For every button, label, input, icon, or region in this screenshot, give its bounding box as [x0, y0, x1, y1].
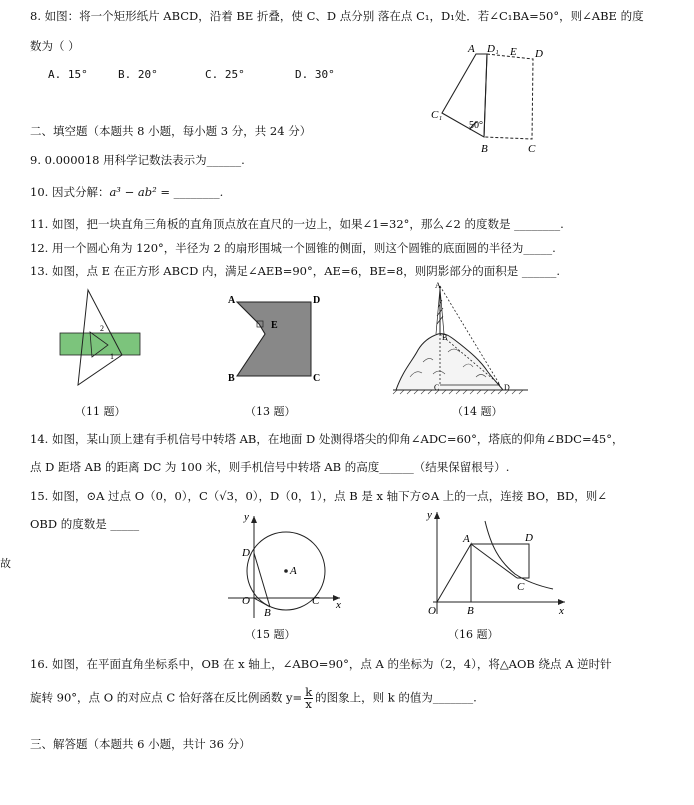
label-b: B — [481, 143, 488, 155]
label-c: C — [313, 373, 321, 384]
label-e: E — [271, 320, 278, 331]
label-2: 2 — [100, 324, 104, 333]
label-b: B — [228, 373, 235, 384]
figure-q13 — [225, 290, 325, 390]
label-y: y — [244, 511, 249, 523]
q15-line1: 15. 如图，⊙A 过点 O（0，0），C（√3，0），D（0，1），点 B 是 x 轴下方⊙A 上的一点，连接 BO，BD，则∠ — [30, 489, 607, 503]
label-b: B — [467, 605, 474, 617]
label-b: B — [442, 333, 448, 342]
q8-line1: 8. 如图：将一个矩形纸片 ABCD，沿着 BE 折叠，使 C、D 点分别 落在点 C₁，D₁处．若∠C₁BA=50°，则∠ABE 的度 — [30, 9, 644, 23]
label-c: C — [312, 595, 320, 607]
q16-line1: 16. 如图，在平面直角坐标系中，OB 在 x 轴上，∠ABO=90°，点 A 的坐标为（2，4），将△AOB 绕点 A 逆时针 — [30, 657, 612, 671]
caption-13: （13 题） — [245, 405, 296, 418]
q16-fraction — [304, 687, 313, 710]
q16-line2 — [30, 687, 477, 710]
label-d: D — [313, 295, 321, 306]
label-b: B — [264, 607, 271, 619]
label-d: D — [525, 532, 533, 544]
q16-line2-end: 的图象上，则 k 的值为_______. — [315, 690, 477, 705]
q14-line1: 14. 如图，某山顶上建有手机信号中转塔 AB，在地面 D 处测得塔尖的仰角∠ADC=60°，塔底的仰角∠BDC=45°， — [30, 432, 624, 446]
label-e: E — [510, 46, 517, 58]
label-d: D — [535, 48, 543, 60]
q8-choice-c: C. 25° — [205, 68, 245, 81]
fraction-numerator: k — [305, 685, 313, 699]
caption-11: （11 题） — [75, 405, 126, 418]
q11: 11. 如图，把一块直角三角板的直角顶点放在直尺的一边上，如果∠1=32°，那么∠2 的度数是 ________. — [30, 217, 564, 231]
label-o: O — [428, 605, 436, 617]
q8-line2: 数为（ ） — [30, 39, 80, 53]
q14-line2: 点 D 距塔 AB 的距离 DC 为 100 米，则手机信号中转塔 AB 的高度______（结果保留根号）. — [30, 460, 510, 474]
figure-q14 — [388, 282, 533, 402]
figure-q8 — [425, 40, 555, 160]
label-d1: D₁ — [487, 43, 499, 55]
label-c: C — [528, 143, 536, 155]
fraction-denominator: x — [305, 697, 312, 711]
q10 — [30, 184, 223, 200]
label-o: O — [242, 595, 250, 607]
label-d: D — [504, 383, 510, 392]
caption-14: （14 题） — [452, 405, 503, 418]
q13: 13. 如图，点 E 在正方形 ABCD 内，满足∠AEB=90°，AE=6，BE=8，则阴影部分的面积是 ______. — [30, 264, 561, 278]
q8-choice-b: B. 20° — [118, 68, 158, 81]
section2-heading: 二、填空题（本题共 8 小题，每小题 3 分，共 24 分） — [30, 124, 312, 138]
label-c: C — [517, 581, 525, 593]
label-c1: C₁ — [431, 109, 443, 121]
q15-line2: OBD 的度数是 _____ — [30, 517, 140, 531]
label-x: x — [336, 599, 341, 611]
figure-q16 — [425, 506, 570, 618]
label-a: A — [228, 295, 236, 306]
label-a: A — [463, 533, 470, 545]
label-angle: 50° — [469, 120, 483, 131]
label-a: A — [435, 282, 441, 290]
label-a: A — [290, 565, 297, 577]
figure-q15 — [220, 508, 350, 623]
label-x: x — [559, 605, 564, 617]
figure-q11 — [50, 285, 150, 400]
caption-16: （16 题） — [448, 628, 499, 641]
label-c: C — [434, 383, 440, 392]
caption-15: （15 题） — [245, 628, 296, 641]
section3-heading: 三、解答题（本题共 6 小题，共计 36 分） — [30, 737, 251, 751]
q8-choice-d: D. 30° — [295, 68, 335, 81]
q9: 9. 0.000018 用科学记数法表示为______. — [30, 153, 245, 167]
q16-line2-start: 旋转 90°，点 O 的对应点 C 恰好落在反比例函数 y= — [30, 690, 303, 705]
q12: 12. 用一个圆心角为 120°，半径为 2 的扇形围城一个圆锥的侧面，则这个圆锥的底面圆的半径为_____. — [30, 241, 556, 255]
q10-expr: a³ − ab² = ________. — [109, 185, 224, 199]
q8-choice-a: A. 15° — [48, 68, 88, 81]
margin-char: 故 — [0, 557, 11, 570]
label-y: y — [427, 509, 432, 521]
q10-prefix: 10. 因式分解： — [30, 185, 110, 199]
label-a: A — [468, 43, 475, 55]
label-1: 1 — [110, 352, 114, 361]
label-d: D — [242, 547, 250, 559]
